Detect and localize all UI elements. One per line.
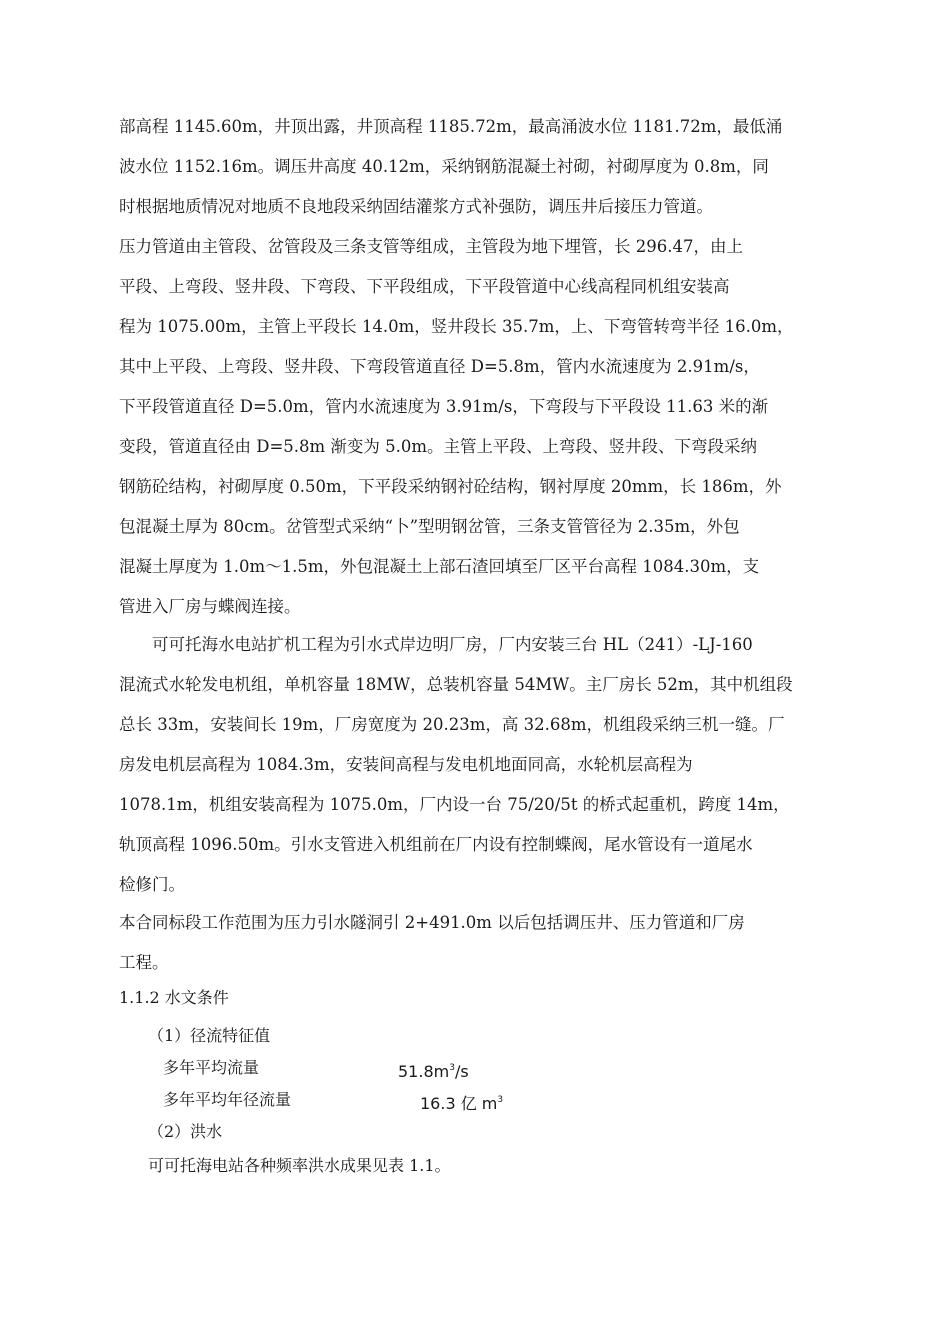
- text-line: 波水位 1152.16m。调压井高度 40.12m，采纳钢筋混凝土衬砌，衬砌厚度为 0.8m，同: [119, 157, 769, 176]
- text-line: 压力管道由主管段、岔管段及三条支管等组成，主管段为地下埋管，长 296.47，由上: [119, 237, 743, 256]
- runoff-value-flow: $51.8m^3/s$: [398, 1062, 469, 1081]
- text-line: 变段，管道直径由 D=5.8m 渐变为 5.0m。主管上平段、上弯段、竖井段、下弯段采纳: [119, 437, 758, 456]
- text-line: 时根据地质情况对地质不良地段采纳固结灌浆方式补强防，调压井后接压力管道。: [119, 197, 713, 216]
- flood-heading: （2）洪水: [148, 1122, 223, 1141]
- text-line: 本合同标段工作范围为压力引水隧洞引 2+491.0m 以后包括调压井、压力管道和厂房: [119, 913, 745, 932]
- text-line: 钢筋砼结构，衬砌厚度 0.50m，下平段采纳钢衬砼结构，钢衬厚度 20mm，长 186m，外: [119, 477, 782, 496]
- text-line: 1078.1m，机组安装高程为 1075.0m，厂内设一台 75/20/5t 的桥式起重机，跨度 14m，: [119, 795, 790, 814]
- text-line: 可可托海水电站扩机工程为引水式岸边明厂房，厂内安装三台 HL（241）-LJ-160: [152, 635, 753, 654]
- text-line: 轨顶高程 1096.50m。引水支管进入机组前在厂内设有控制蝶阀，尾水管设有一道尾水: [119, 835, 753, 854]
- text-line: 平段、上弯段、竖井段、下弯段、下平段组成，下平段管道中心线高程同机组安装高: [119, 277, 730, 296]
- text-line: 包混凝土厚为 80cm。岔管型式采纳“卜”型明钢岔管，三条支管管径为 2.35m，外包: [119, 517, 740, 536]
- text-line: 混流式水轮发电机组，单机容量 18MW，总装机容量 54MW。主厂房长 52m，其中机组段: [119, 675, 793, 694]
- runoff-label-flow: 多年平均流量: [163, 1058, 260, 1077]
- text-line: 工程。: [119, 953, 169, 972]
- runoff-label-annual: 多年平均年径流量: [163, 1090, 292, 1109]
- text-line: 总长 33m，安装间长 19m，厂房宽度为 20.23m，高 32.68m，机组段采纳三机一缝。厂: [119, 715, 785, 734]
- text-line: 管进入厂房与蝶阀连接。: [119, 597, 301, 616]
- runoff-value-annual: 16.3 亿 $m^3$: [420, 1094, 504, 1113]
- text-line: 检修门。: [119, 875, 185, 894]
- paragraph-surge-shaft: [119, 107, 831, 227]
- paragraph-scope: [119, 903, 831, 983]
- text-line: 房发电机层高程为 1084.3m，安装间高程与发电机地面同高，水轮机层高程为: [119, 755, 693, 774]
- section-heading: 1.1.2 水文条件: [119, 988, 229, 1007]
- text-line: 程为 1075.00m，主管上平段长 14.0m，竖井段长 35.7m，上、下弯管转弯半径 16.0m，: [119, 317, 794, 336]
- text-line: 部高程 1145.60m，井顶出露，井顶高程 1185.72m，最高涌波水位 1181.72m，最低涌: [119, 117, 783, 136]
- paragraph-penstock: [119, 227, 831, 627]
- text-line: 混凝土厚度为 1.0m～1.5m，外包混凝土上部石渣回填至厂区平台高程 1084.30m，支: [119, 557, 760, 576]
- text-line: 下平段管道直径 D=5.0m，管内水流速度为 3.91m/s，下弯段与下平段设 11.63 米的渐: [119, 397, 769, 416]
- paragraph-powerhouse: [119, 625, 831, 905]
- runoff-heading: （1）径流特征值: [148, 1026, 271, 1045]
- text-line: 其中上平段、上弯段、竖井段、下弯段管道直径 D=5.8m，管内水流速度为 2.91m/s，: [119, 357, 760, 376]
- flood-text: 可可托海电站各种频率洪水成果见表 1.1。: [148, 1156, 451, 1175]
